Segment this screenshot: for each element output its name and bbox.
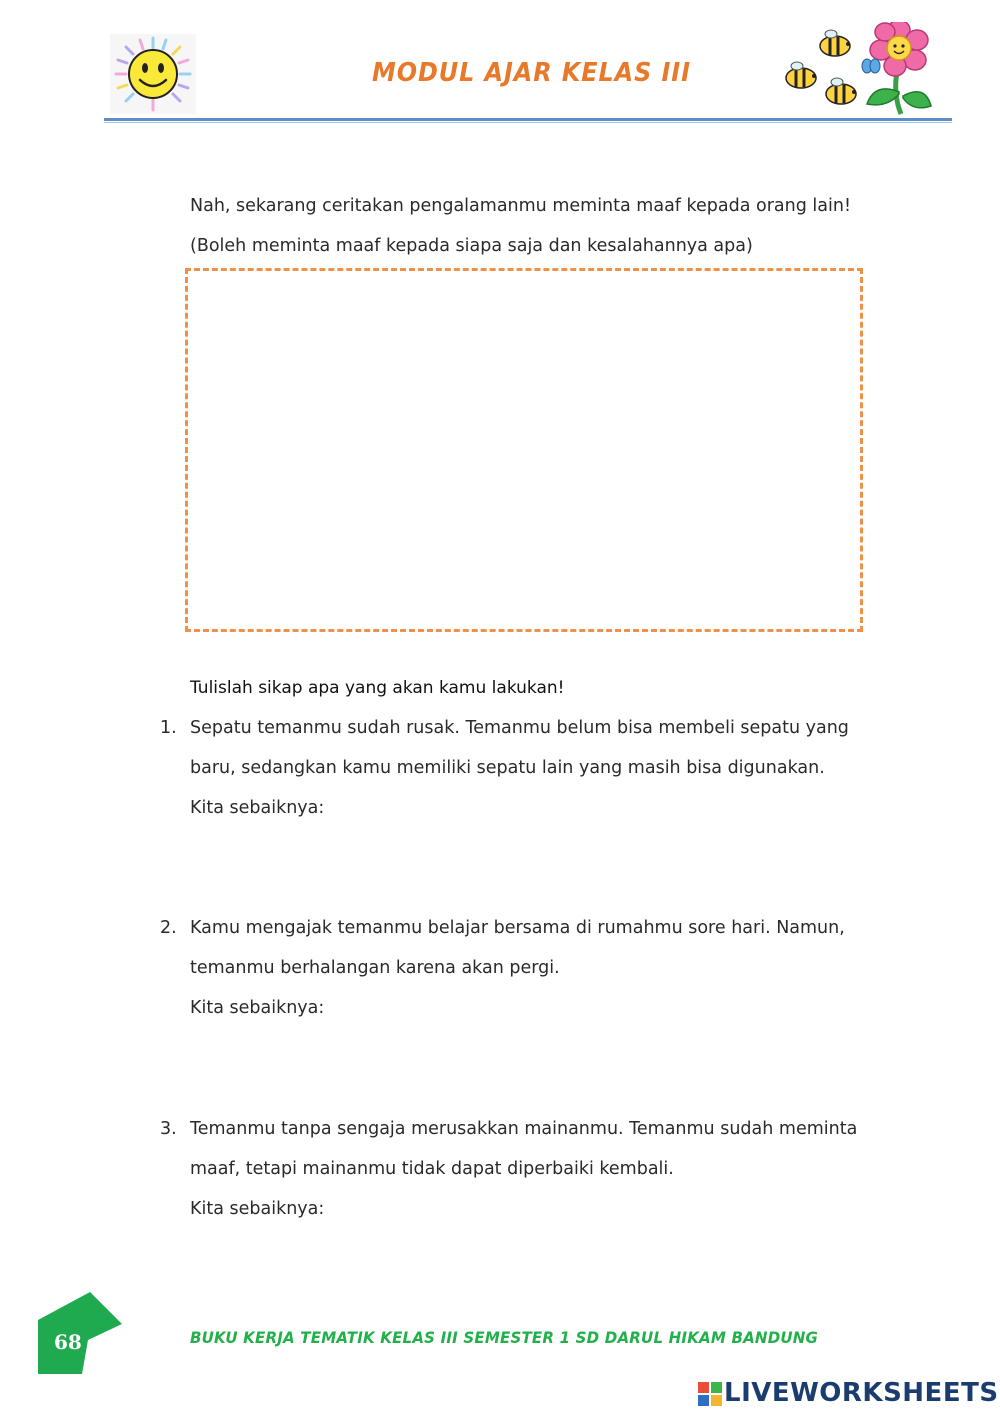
bees-flower-icon (775, 22, 935, 118)
intro-hint: (Boleh meminta maaf kepada siapa saja dan kesalahannya apa) (190, 236, 753, 256)
question-number: 2. (160, 918, 177, 938)
question-3-line-2: maaf, tetapi mainanmu tidak dapat diperbaiki kembali. (190, 1159, 674, 1179)
section-instruction: Tulislah sikap apa yang akan kamu lakukan! (190, 678, 565, 698)
question-2-prompt: Kita sebaiknya: (190, 998, 325, 1018)
sun-logo-image (110, 34, 196, 114)
question-1-line-1: Sepatu temanmu sudah rusak. Temanmu belum bisa membeli sepatu yang (190, 718, 849, 738)
question-3-prompt: Kita sebaiknya: (190, 1199, 325, 1219)
intro-instruction: Nah, sekarang ceritakan pengalamanmu meminta maaf kepada orang lain! (190, 196, 851, 216)
header-divider (104, 118, 952, 121)
bee-2 (786, 62, 816, 88)
bees-flower-illustration (775, 22, 935, 118)
story-answer-box[interactable] (185, 268, 863, 632)
smiling-sun-icon (110, 34, 196, 114)
liveworksheets-watermark[interactable]: LIVEWORKSHEETS (724, 1378, 999, 1408)
question-number: 3. (160, 1119, 177, 1139)
bee-3 (826, 78, 856, 104)
question-3-line-1: Temanmu tanpa sengaja merusakkan mainanmu. Temanmu sudah meminta (190, 1119, 858, 1139)
question-2-line-2: temanmu berhalangan karena akan pergi. (190, 958, 560, 978)
liveworksheets-logo-icon (698, 1382, 722, 1406)
page-header-title: MODUL AJAR KELAS III (372, 58, 691, 88)
question-2-line-1: Kamu mengajak temanmu belajar bersama di rumahmu sore hari. Namun, (190, 918, 845, 938)
question-number: 1. (160, 718, 177, 738)
footer-book-title: BUKU KERJA TEMATIK KELAS III SEMESTER 1 SD DARUL HIKAM BANDUNG (190, 1328, 819, 1347)
page-number: 68 (54, 1330, 82, 1354)
bee-1 (820, 30, 850, 56)
header-divider-shadow (104, 122, 952, 123)
question-1-prompt: Kita sebaiknya: (190, 798, 325, 818)
question-1-line-2: baru, sedangkan kamu memiliki sepatu lain yang masih bisa digunakan. (190, 758, 825, 778)
